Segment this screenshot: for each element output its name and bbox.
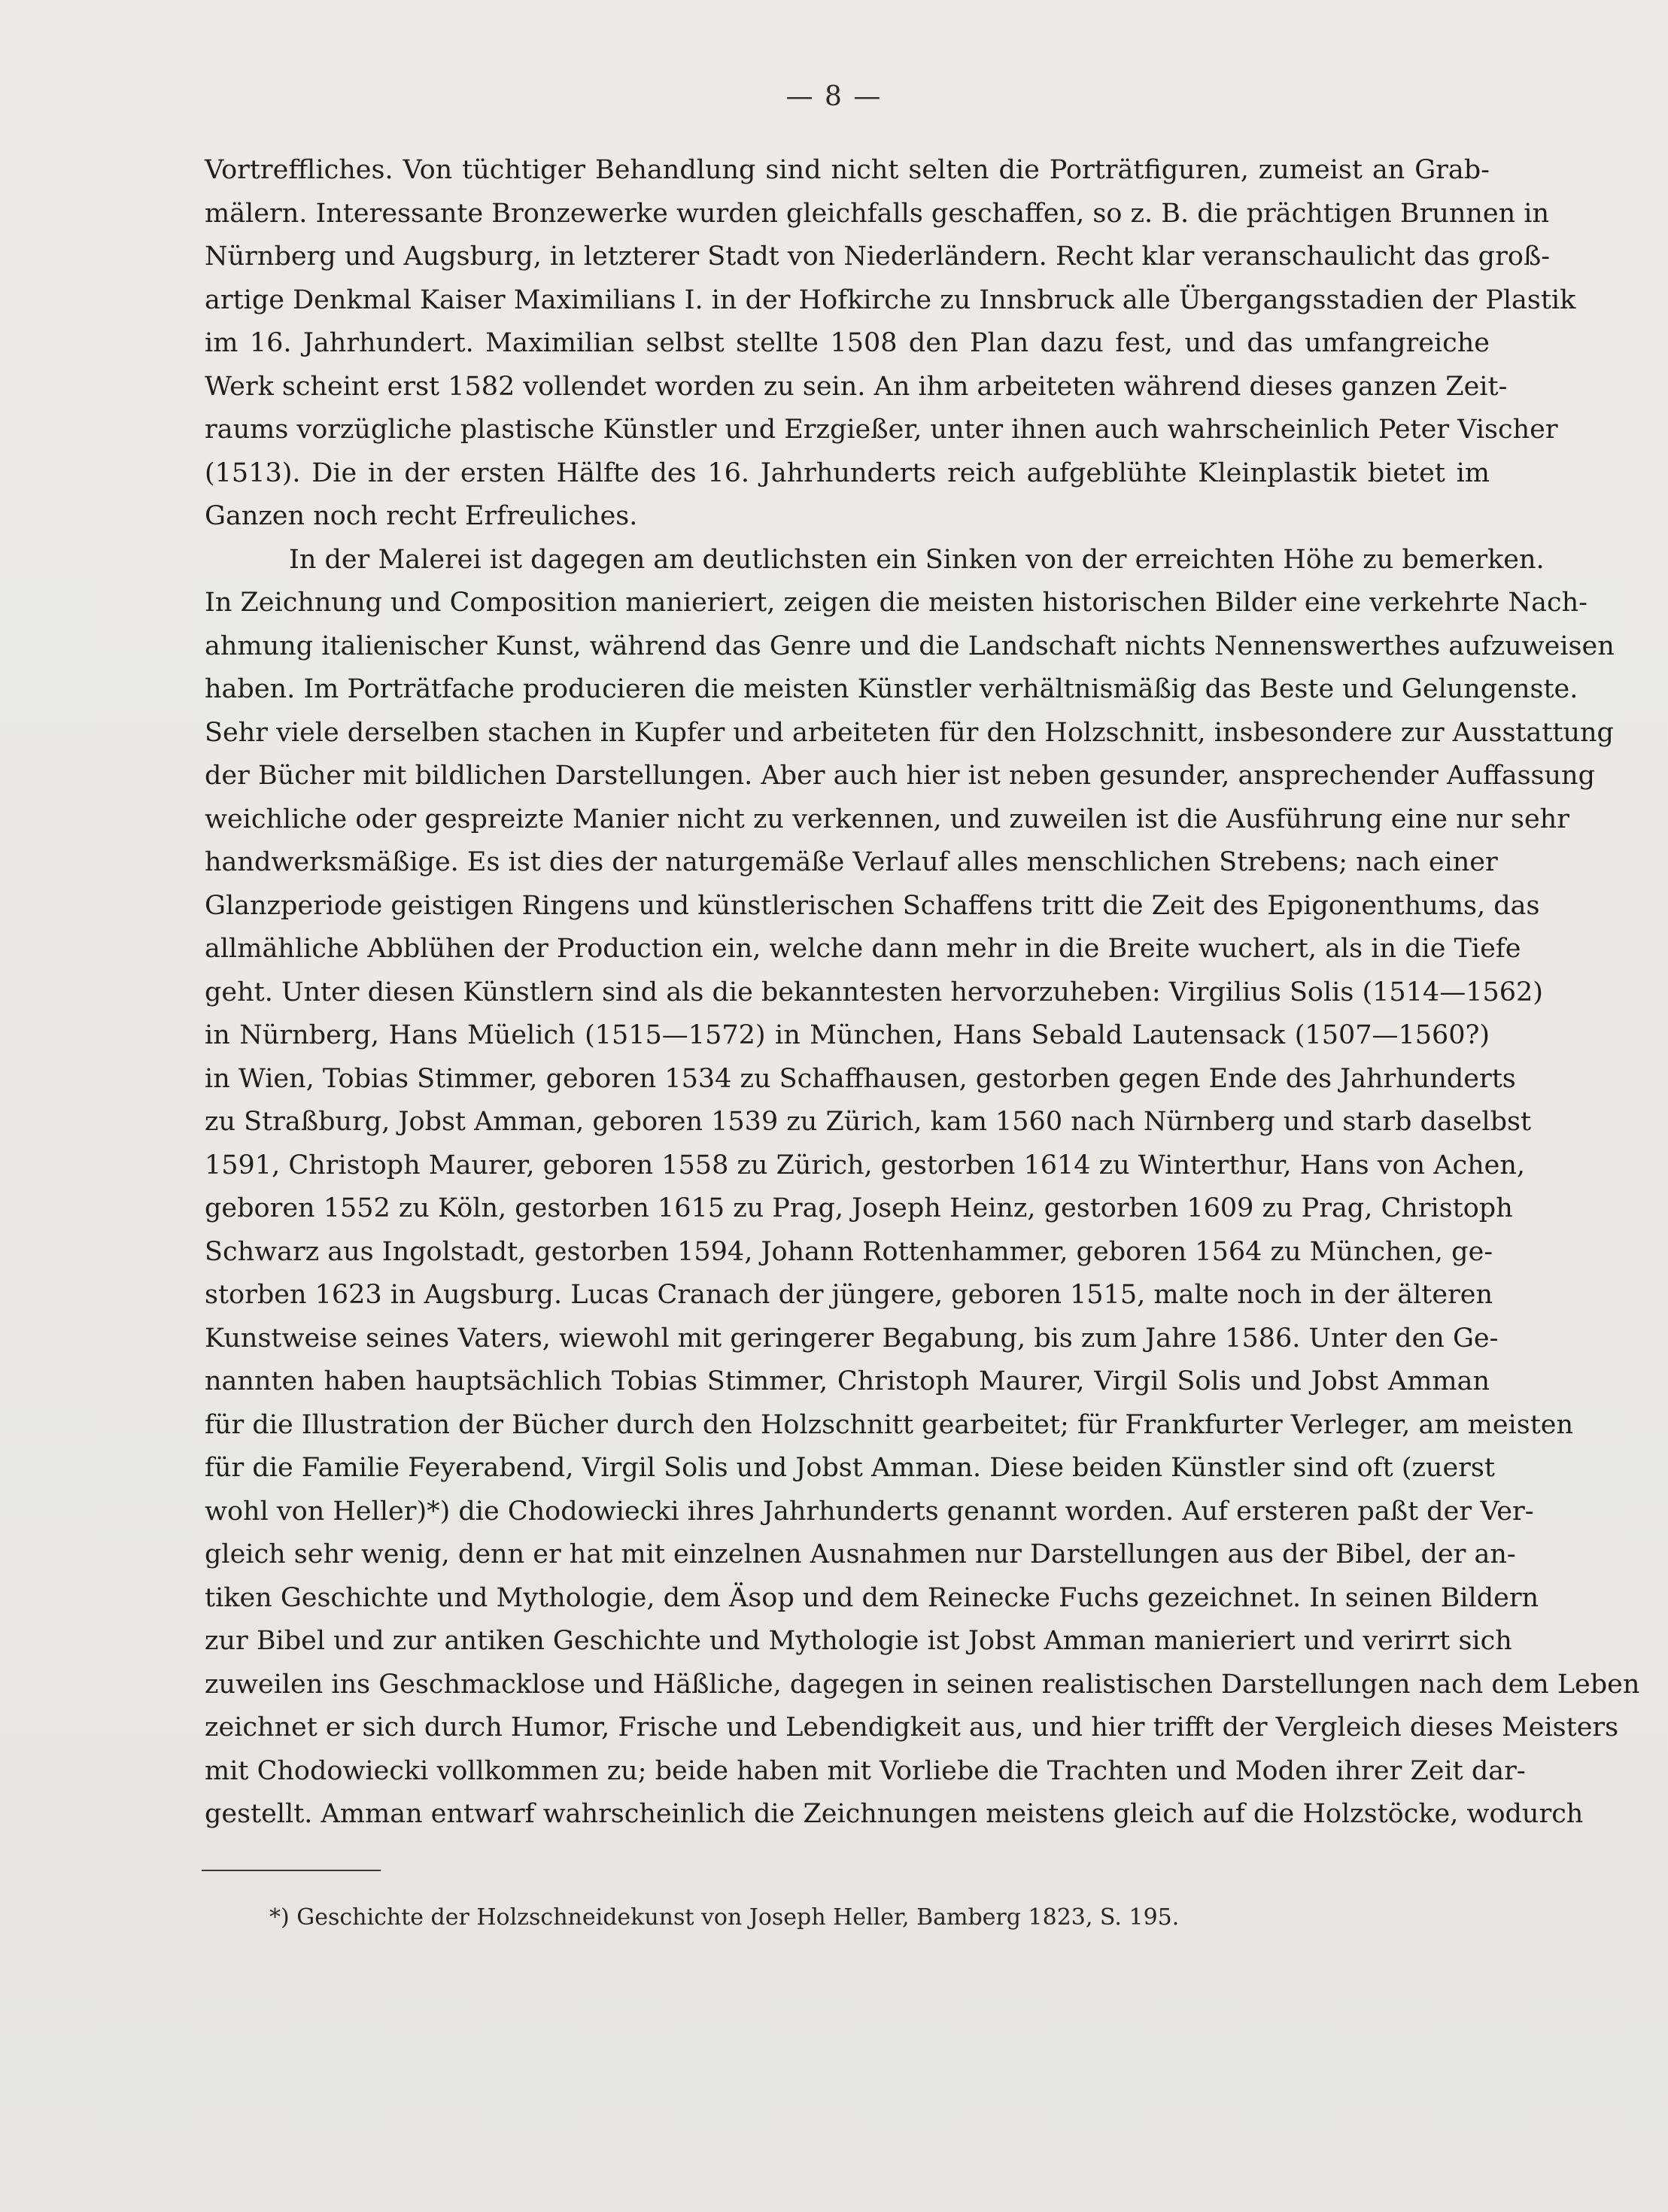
body-text — [205, 149, 1640, 1837]
text-line: raums vorzügliche plastische Künstler und Erzgießer, unter ihnen auch wahrscheinlich Peter Vischer — [205, 415, 1558, 445]
text-line: artige Denkmal Kaiser Maximilians I. in der Hofkirche zu Innsbruck alle Übergangsstadien der Plastik — [205, 284, 1576, 315]
text-line: 1591, Christoph Maurer, geboren 1558 zu Zürich, gestorben 1614 zu Winterthur, Hans von Achen, — [205, 1150, 1526, 1180]
text-line: geboren 1552 zu Köln, gestorben 1615 zu Prag, Joseph Heinz, gestorben 1609 zu Prag, Christoph — [205, 1193, 1513, 1223]
text-line: zuweilen ins Geschmacklose und Häßliche, dagegen in seinen realistischen Darstellungen nach dem Leben — [205, 1669, 1640, 1700]
text-line: zeichnet er sich durch Humor, Frische und Lebendigkeit aus, und hier trifft der Vergleich dieses Meisters — [205, 1712, 1619, 1743]
text-line: tiken Geschichte und Mythologie, dem Äsop und dem Reinecke Fuchs gezeichnet. In seinen Bildern — [205, 1582, 1539, 1613]
text-line: zur Bibel und zur antiken Geschichte und Mythologie ist Jobst Amman manieriert und verirrt sich — [205, 1626, 1512, 1656]
text-line: weichliche oder gespreizte Manier nicht zu verkennen, und zuweilen ist die Ausführung eine nur sehr — [205, 804, 1569, 834]
text-line: (1513). Die in der ersten Hälfte des 16. Jahrhunderts reich aufgeblühte Kleinplastik bietet im — [205, 457, 1490, 488]
text-line: Nürnberg und Augsburg, in letzterer Stadt von Niederländern. Recht klar veranschaulicht das groß- — [205, 242, 1551, 272]
text-line: für die Familie Feyerabend, Virgil Solis und Jobst Amman. Diese beiden Künstler sind oft (zuerst — [205, 1453, 1495, 1483]
text-line: nannten haben hauptsächlich Tobias Stimmer, Christoph Maurer, Virgil Solis und Jobst Amman — [205, 1366, 1490, 1396]
text-line: mälern. Interessante Bronzewerke wurden gleichfalls geschaffen, so z. B. die prächtigen Brunnen in — [205, 198, 1550, 229]
text-line: der Bücher mit bildlichen Darstellungen. Aber auch hier ist neben gesunder, ansprechender Auffassung — [205, 761, 1595, 791]
text-line: storben 1623 in Augsburg. Lucas Cranach der jüngere, geboren 1515, malte noch in der älteren — [205, 1280, 1493, 1310]
text-line: handwerksmäßige. Es ist dies der naturgemäße Verlauf alles menschlichen Strebens; nach einer — [205, 847, 1498, 877]
text-line: allmähliche Abblühen der Production ein, welche dann mehr in die Breite wuchert, als in die Tiefe — [205, 934, 1521, 964]
text-line: haben. Im Porträtfache producieren die meisten Künstler verhältnismäßig das Beste und Gelungenste. — [205, 674, 1578, 704]
text-line: In Zeichnung und Composition manieriert, zeigen die meisten historischen Bilder eine verkehrte Nach- — [205, 588, 1587, 618]
text-line: zu Straßburg, Jobst Amman, geboren 1539 zu Zürich, kam 1560 nach Nürnberg und starb daselbst — [205, 1107, 1532, 1137]
text-line: geht. Unter diesen Künstlern sind als die bekanntesten hervorzuheben: Virgilius Solis (1514—1562) — [205, 977, 1543, 1007]
footnote: *) Geschichte der Holzschneidekunst von Joseph Heller, Bamberg 1823, S. 195. — [269, 1904, 1180, 1931]
text-line: für die Illustration der Bücher durch den Holzschnitt gearbeitet; für Frankfurter Verleger, am meisten — [205, 1409, 1574, 1440]
text-line: Schwarz aus Ingolstadt, gestorben 1594, Johann Rottenhammer, geboren 1564 zu München, ge- — [205, 1236, 1493, 1267]
text-line: in Wien, Tobias Stimmer, geboren 1534 zu Schaffhausen, gestorben gegen Ende des Jahrhunderts — [205, 1063, 1516, 1094]
text-line: Vortreffliches. Von tüchtiger Behandlung sind nicht selten die Porträtfiguren, zumeist an Grab- — [205, 155, 1490, 185]
text-line: Ganzen noch recht Erfreuliches. — [205, 501, 638, 531]
text-line: in Nürnberg, Hans Müelich (1515—1572) in München, Hans Sebald Lautensack (1507—1560?) — [205, 1020, 1490, 1050]
text-line: im 16. Jahrhundert. Maximilian selbst stellte 1508 den Plan dazu fest, und das umfangreiche — [205, 328, 1490, 358]
page-number: — 8 — — [785, 81, 883, 112]
text-line: Werk scheint erst 1582 vollendet worden zu sein. An ihm arbeiteten während dieses ganzen Zeit- — [205, 371, 1508, 402]
text-line: gestellt. Amman entwarf wahrscheinlich die Zeichnungen meistens gleich auf die Holzstöcke, wodurch — [205, 1799, 1584, 1829]
footnote-divider — [202, 1870, 381, 1871]
text-line: Sehr viele derselben stachen in Kupfer und arbeiteten für den Holzschnitt, insbesondere zur Ausstattung — [205, 717, 1614, 748]
text-line: Glanzperiode geistigen Ringens und künstlerischen Schaffens tritt die Zeit des Epigonenthums, das — [205, 890, 1540, 921]
text-line: ahmung italienischer Kunst, während das Genre und die Landschaft nichts Nennenswerthes aufzuweisen — [205, 630, 1615, 661]
text-line: gleich sehr wenig, denn er hat mit einzelnen Ausnahmen nur Darstellungen aus der Bibel, der an- — [205, 1539, 1516, 1569]
text-line: mit Chodowiecki vollkommen zu; beide haben mit Vorliebe die Trachten und Moden ihrer Zeit dar- — [205, 1755, 1526, 1786]
text-line: wohl von Heller)*) die Chodowiecki ihres Jahrhunderts genannt worden. Auf ersteren paßt der Ver- — [205, 1496, 1534, 1527]
text-line: Kunstweise seines Vaters, wiewohl mit geringerer Begabung, bis zum Jahre 1586. Unter den Ge- — [205, 1323, 1499, 1354]
paragraph-start-line: In der Malerei ist dagegen am deutlichsten ein Sinken von der erreichten Höhe zu bemerken. — [289, 544, 1545, 575]
